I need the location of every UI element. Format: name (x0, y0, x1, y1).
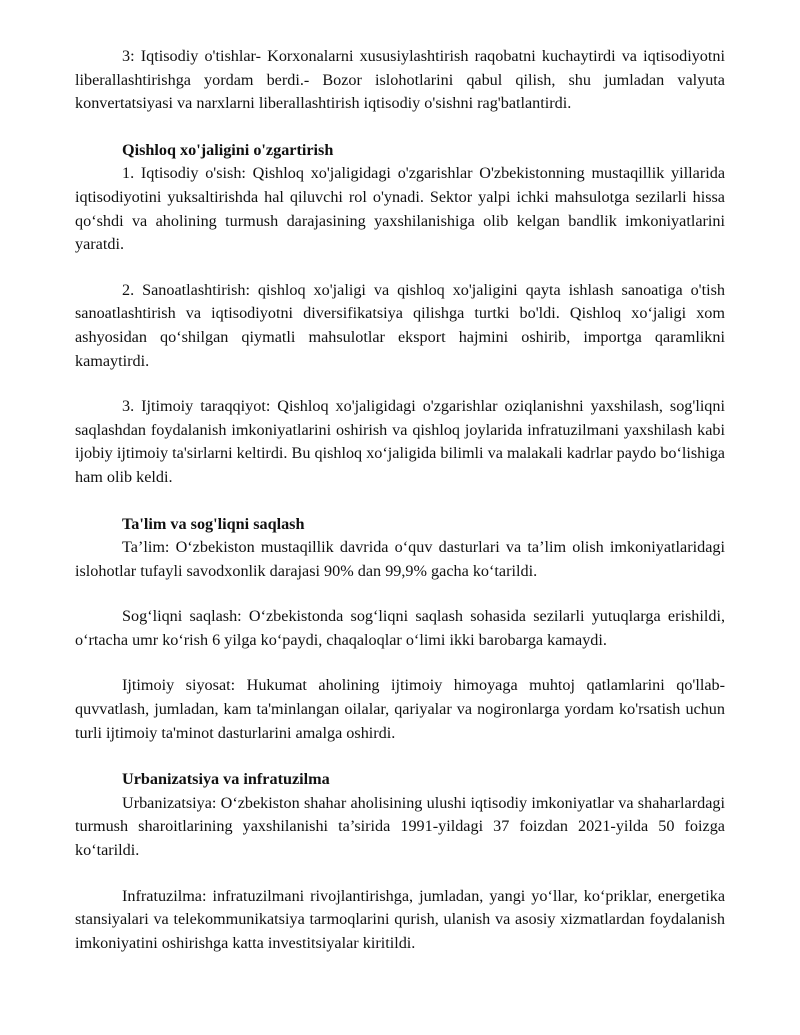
section-heading-education: Ta'lim va sog'liqni saqlash (122, 514, 305, 533)
section-heading-agriculture: Qishloq xo'jaligini o'zgartirish (122, 140, 334, 159)
agriculture-paragraph-1: 1. Iqtisodiy o'sish: Qishloq xo'jaligidagi o'zgarishlar O'zbekistonning mustaqillik yillarida iqtisodiyotini yuksaltirishda hal qiluvchi rol o'ynadi. Sektor yalpi ichki mahsulotga sezilarli hissa qo‘shdi va aholining turmush darajasining yaxshilanishiga olib kelgan bandlik imkoniyatlarini yaratdi. (75, 164, 725, 254)
document-page (75, 45, 725, 955)
agriculture-paragraph-3: 3. Ijtimoiy taraqqiyot: Qishloq xo'jaligidagi o'zgarishlar oziqlanishni yaxshilash, sog'liqni saqlashdan foydalanish imkoniyatlarini oshirish va qishloq joylarida infratuzilmani yaxshilash kabi ijobiy ijtimoiy ta'sirlarni keltirdi. Bu qishloq xo‘jaligida bilimli va malakali kadrlar paydo bo‘lishiga ham olib keldi. (75, 397, 725, 486)
section-heading-urban: Urbanizatsiya va infratuzilma (122, 770, 330, 789)
agriculture-paragraph-2: 2. Sanoatlashtirish: qishloq xo'jaligi va qishloq xo'jaligini qayta ishlash sanoatiga o'tish sanoatlashtirish va iqtisodiyotni diversifikatsiya qilishga turtki bo'ldi. Qishloq xo‘jaligi xom ashyosidan qo‘shilgan qiymatli mahsulotlar eksport hajmini oshirib, importga qaramlikni kamaytirdi. (75, 280, 725, 370)
education-paragraph-2: Sog‘liqni saqlash: O‘zbekistonda sog‘liqni saqlash sohasida sezilarli yutuqlarga erishildi, o‘rtacha umr ko‘rish 6 yilga ko‘paydi, chaqaloqlar o‘limi ikki barobarga kamaydi. (75, 607, 725, 649)
intro-paragraph: 3: Iqtisodiy o'tishlar- Korxonalarni xususiylashtirish raqobatni kuchaytirdi va iqtisodiyotni liberallashtirishga yordam berdi.- Bozor islohotlarini qabul qilish, shu jumladan valyuta konvertatsiyasi va narxlarni liberallashtirish iqtisodiy o'sishni rag'batlantirdi. (75, 47, 725, 113)
urban-paragraph-2: Infratuzilma: infratuzilmani rivojlantirishga, jumladan, yangi yo‘llar, ko‘priklar, energetika stansiyalari va telekommunikatsiya tarmoqlarini qurish, ulanish va asosiy xizmatlardan foydalanish imkoniyatini oshirishga katta investitsiyalar kiritildi. (75, 886, 725, 952)
education-paragraph-1: Ta’lim: O‘zbekiston mustaqillik davrida o‘quv dasturlari va ta’lim olish imkoniyatlaridagi islohotlar tufayli savodxonlik darajasi 90% dan 99,9% gacha ko‘tarildi. (75, 538, 725, 580)
urban-paragraph-1: Urbanizatsiya: O‘zbekiston shahar aholisining ulushi iqtisodiy imkoniyatlar va shaharlardagi turmush sharoitlarining yaxshilanishi ta’sirida 1991-yildagi 37 foizdan 2021-yilda 50 foizga ko‘tarildi. (75, 793, 725, 860)
education-paragraph-3: Ijtimoiy siyosat: Hukumat aholining ijtimoiy himoyaga muhtoj qatlamlarini qo'llab-quvvatlash, jumladan, kam ta'minlangan oilalar, qariyalar va nogironlarga yordam ko'rsatish uchun turli ijtimoiy ta'minot dasturlarini amalga oshirdi. (75, 676, 725, 742)
